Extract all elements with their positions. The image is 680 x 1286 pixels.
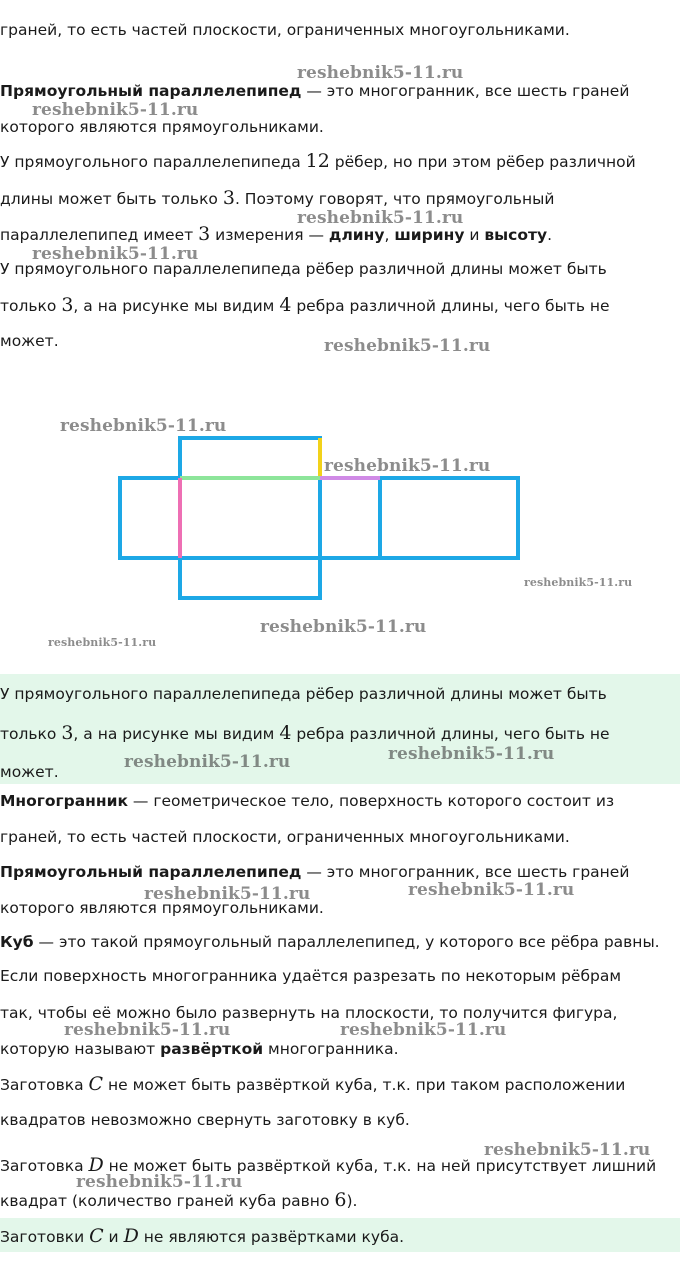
watermark: reshebnik5-11.ru: [144, 884, 311, 904]
text-line: длины может быть только 3. Поэтому говорят, что прямоугольный: [0, 187, 555, 209]
net-face-right: [320, 478, 380, 558]
text-line: только 3, а на рисунке мы видим 4 ребра различной длины, чего быть не: [0, 722, 610, 744]
watermark: reshebnik5-11.ru: [408, 880, 575, 900]
net-face-center: [180, 478, 320, 558]
watermark: reshebnik5-11.ru: [297, 208, 464, 228]
text-line: может.: [0, 763, 59, 781]
definition-paragraph: Куб — это такой прямоугольный параллелепипед, у которого все рёбра равны.: [0, 933, 660, 951]
text-line: которого являются прямоугольниками.: [0, 899, 324, 917]
watermark: reshebnik5-11.ru: [64, 1020, 231, 1040]
watermark: reshebnik5-11.ru: [484, 1140, 651, 1160]
watermark: reshebnik5-11.ru: [388, 744, 555, 764]
text-line: граней, то есть частей плоскости, ограниченных многоугольниками.: [0, 21, 570, 39]
text-line: граней, то есть частей плоскости, ограниченных многоугольниками.: [0, 828, 570, 846]
text-line: Если поверхность многогранника удаётся разрезать по некоторым рёбрам: [0, 967, 622, 985]
definition-paragraph: Прямоугольный параллелепипед — это многогранник, все шесть граней: [0, 863, 630, 881]
watermark: reshebnik5-11.ru: [60, 416, 227, 436]
net-face-top: [180, 438, 320, 478]
watermark: reshebnik5-11.ru: [32, 244, 199, 264]
text-line: так, чтобы её можно было развернуть на плоскости, то получится фигура,: [0, 1004, 618, 1022]
conclusion-line: Заготовки C и D не являются развёртками куба.: [0, 1225, 405, 1247]
text-line: Заготовка C не может быть развёрткой куба, т.к. при таком расположении: [0, 1073, 626, 1095]
text-line: которого являются прямоугольниками.: [0, 118, 324, 136]
watermark: reshebnik5-11.ru: [76, 1172, 243, 1192]
watermark: reshebnik5-11.ru: [324, 456, 491, 476]
text-line: которую называют развёрткой многогранника.: [0, 1040, 399, 1058]
watermark: reshebnik5-11.ru: [524, 576, 633, 589]
watermark: reshebnik5-11.ru: [48, 636, 157, 649]
term: Прямоугольный параллелепипед: [0, 82, 302, 100]
text-line: У прямоугольного параллелепипеда рёбер различной длины может быть: [0, 685, 607, 703]
watermark: reshebnik5-11.ru: [297, 63, 464, 83]
text-line: квадратов невозможно свернуть заготовку в куб.: [0, 1111, 410, 1129]
watermark: reshebnik5-11.ru: [260, 617, 427, 637]
text-line: Заготовка D не может быть развёрткой куба, т.к. на ней присутствует лишний: [0, 1154, 657, 1176]
definition-paragraph: Многогранник — геометрическое тело, поверхность которого состоит из: [0, 792, 615, 810]
net-face-left: [120, 478, 180, 558]
parallelepiped-net-diagram: [0, 380, 680, 660]
net-face-bottom: [180, 558, 320, 598]
watermark: reshebnik5-11.ru: [32, 100, 199, 120]
text-line: параллелепипед имеет 3 измерения — длину, ширину и высоту.: [0, 223, 553, 245]
text-line: У прямоугольного параллелепипеда 12 рёбер, но при этом рёбер различной: [0, 150, 636, 172]
text-line: У прямоугольного параллелепипеда рёбер различной длины может быть: [0, 260, 607, 278]
text-line: квадрат (количество граней куба равно 6).: [0, 1189, 358, 1211]
text-line: только 3, а на рисунке мы видим 4 ребра различной длины, чего быть не: [0, 294, 610, 316]
watermark: reshebnik5-11.ru: [340, 1020, 507, 1040]
definition-paragraph: Прямоугольный параллелепипед — это многогранник, все шесть граней: [0, 82, 630, 100]
net-face-far-right: [380, 478, 518, 558]
watermark: reshebnik5-11.ru: [324, 336, 491, 356]
watermark: reshebnik5-11.ru: [124, 752, 291, 772]
text-line: может.: [0, 332, 59, 350]
